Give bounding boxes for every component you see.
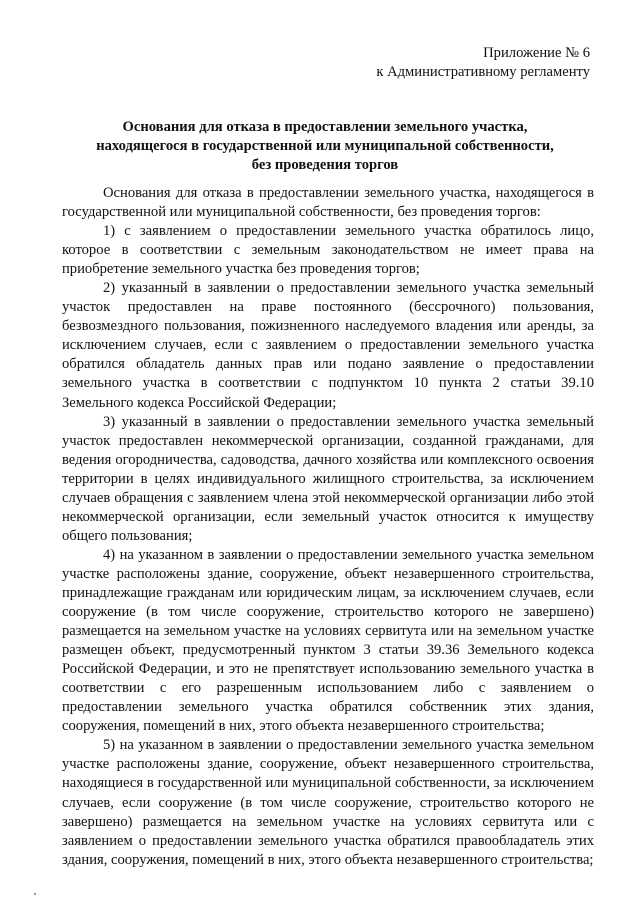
paragraph-item-1: 1) с заявлением о предоставлении земельного участка обратилось лицо, которое в соответствии с земельным законодательством не имеет права на приобретение земельного участка без проведения торгов; (62, 223, 594, 278)
title-line-1: Основания для отказа в предоставлении земельного участка, (122, 119, 528, 135)
title-line-2: находящегося в государственной или муниципальной собственности, (96, 138, 554, 154)
paragraph-item-3: 3) указанный в заявлении о предоставлении земельного участка земельный участок предоставлен некоммерческой организации, созданной гражданами, для ведения огородничества, садоводства, дачного хозяйства или комплексного освоения территории в целях индивидуального жилищного строительства, за исключением случаев обращения с заявлением члена этой некоммерческой организации либо этой некоммерческой организации, если земельный участок относится к имуществу общего пользования; (62, 413, 594, 544)
paragraph-item-4: 4) на указанном в заявлении о предоставлении земельного участка земельном участке расположены здание, сооружение, объект незавершенного строительства, принадлежащие гражданам или юридическим лицам, за исключением случаев, если сооружение (в том числе сооружение, строительство которого не завершено) размещается на земельном участке на условиях сервитута или на земельном участке размещен объект, предусмотренный пунктом 3 статьи 39.36 Земельного кодекса Российской Федерации, и это не препятствует использованию земельного участка в соответствии с его разрешенным использованием либо с заявлением о предоставлении земельного участка обратился собственник этих здания, сооружения, помещений в них, этого объекта незавершенного строительства; (62, 546, 594, 735)
title-line-3: без проведения торгов (251, 157, 399, 173)
appendix-number: Приложение № 6 (483, 45, 590, 61)
document-title (60, 118, 590, 175)
paragraph-item-2: 2) указанный в заявлении о предоставлении земельного участка земельный участок предоставлен на праве постоянного (бессрочного) пользования, безвозмездного пользования, пожизненного наследуемого владения или аренды, за исключением случаев, если с заявлением о предоставлении земельного участка обратился обладатель данных прав или подано заявление о предоставлении земельного участка в соответствии с подпунктом 10 пункта 2 статьи 39.10 Земельного кодекса Российской Федерации; (62, 280, 594, 411)
appendix-reference: к Административному регламенту (376, 64, 590, 80)
scan-speck (34, 893, 36, 895)
intro-paragraph: Основания для отказа в предоставлении земельного участка, находящегося в государственной или муниципальной собственности, без проведения торгов: (62, 185, 594, 221)
paragraph-item-5: 5) на указанном в заявлении о предоставлении земельного участка земельном участке расположены здание, сооружение, объект незавершенного строительства, находящиеся в государственной или муниципальной собственности, за исключением случаев, если сооружение (в том числе сооружение, строительство которого не завершено) размещается на земельном участке на условиях сервитута или с заявлением о предоставлении земельного участка обратился правообладатель этих здания, сооружения, помещений в них, этого объекта незавершенного строительства; (62, 737, 594, 868)
appendix-header (376, 44, 590, 82)
document-body (62, 184, 594, 870)
